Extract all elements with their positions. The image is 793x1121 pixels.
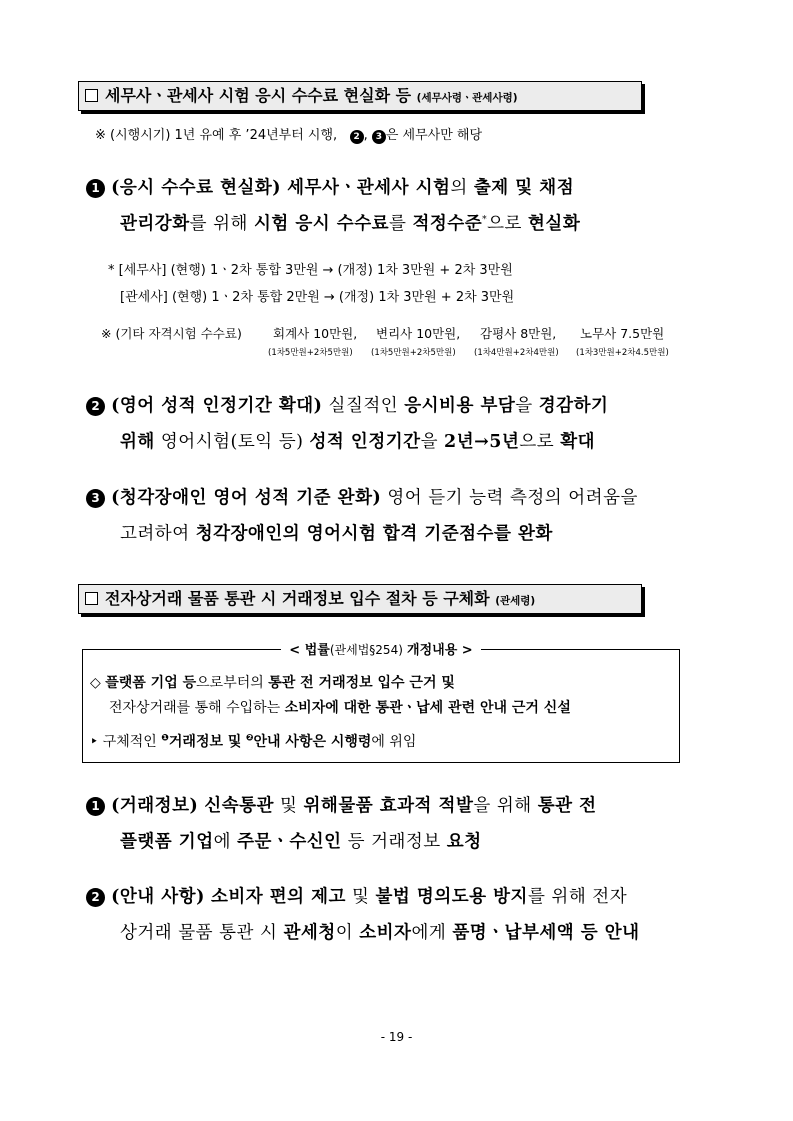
text-bold: 통관 전 — [537, 796, 597, 816]
note-text: ※ (시행시기) 1년 유예 후 ’24년부터 시행, — [95, 128, 338, 143]
s2-item-1-line-2 — [120, 828, 482, 853]
section-tag: (관세령) — [495, 595, 536, 607]
section-title: 세무사ㆍ관세사 시험 응시 수수료 현실화 등 — [105, 86, 412, 105]
item-heading: (거래정보) — [111, 796, 199, 816]
text: 고려하여 — [120, 524, 190, 544]
text-bold: < 법률 — [289, 643, 330, 658]
text-bold: 플랫폼 기업 등 — [105, 675, 197, 691]
text: 영어시험(토익 등) — [160, 432, 304, 452]
section-title: 전자상거래 물품 통관 시 거래정보 입수 절차 등 구체화 — [105, 589, 490, 608]
text: 상거래 물품 통관 시 — [120, 923, 278, 943]
text: 등 거래정보 — [347, 832, 441, 852]
circled-number-2-icon: 2 — [86, 888, 105, 907]
other-exam-2-detail: (1차5만원+2차5만원) — [371, 348, 456, 358]
text-bold: 출제 및 채점 — [473, 178, 575, 198]
fee-line-2: [관세사] (현행) 1ㆍ2차 통합 2만원 → (개정) 1차 3만원 + 2차 3만원 — [120, 290, 515, 305]
text: (관세법§254) — [329, 643, 403, 657]
other-exam-4: 노무사 7.5만원 — [580, 326, 665, 341]
circled-number-3-icon: 3 — [86, 489, 105, 508]
fee-line-1: * [세무사] (현행) 1ㆍ2차 통합 3만원 → (개정) 1차 3만원 + 2차 3만원 — [108, 263, 513, 278]
circled-number-2-icon: 2 — [350, 130, 364, 144]
law-line-1 — [90, 672, 455, 692]
circled-number-3-icon: 3 — [372, 130, 386, 144]
item-heading: (응시 수수료 현실화) — [111, 178, 282, 198]
other-exam-4-detail: (1차3만원+2차4.5만원) — [576, 348, 669, 358]
text: 및 — [280, 796, 298, 816]
text-bold: 통관 전 거래정보 입수 근거 및 — [268, 675, 455, 691]
text-bold: 확대 — [560, 432, 596, 452]
text: 를 위해 전자 — [527, 887, 628, 907]
text: 실질적인 — [328, 396, 399, 416]
other-exams-label: ※ (기타 자격시험 수수료) — [101, 326, 242, 341]
s2-item-1-line-1 — [86, 792, 597, 817]
text-bold: 시험 응시 수수료 — [253, 214, 390, 234]
other-exam-1-detail: (1차5만원+2차5만원) — [268, 348, 353, 358]
circled-number-1-icon: 1 — [86, 179, 105, 198]
text-bold: 소비자 — [359, 923, 412, 943]
footnote-mark: * — [482, 215, 488, 226]
text: 으로 — [519, 432, 555, 452]
text: 에 위임 — [371, 734, 417, 750]
note-tail: 은 세무사만 해당 — [385, 128, 483, 143]
law-title-text — [281, 643, 480, 658]
text-bold: 관세청 — [283, 923, 336, 943]
circled-number-2-icon: 2 — [86, 397, 105, 416]
circled-number-1-icon: ❶ — [161, 733, 169, 744]
text-bold: 성적 인정기간 — [309, 432, 421, 452]
text-bold: 품명ㆍ납부세액 등 안내 — [452, 923, 640, 943]
text-bold: 2년→5년 — [444, 432, 520, 452]
text-bold: 개정내용 > — [407, 643, 473, 658]
item-1-line-1 — [86, 174, 574, 199]
text: ‣ 구체적인 — [90, 734, 157, 750]
text: 를 — [389, 214, 407, 234]
law-box-title — [83, 639, 679, 658]
text-bold: 적정수준 — [412, 214, 483, 234]
s2-item-2-line-2 — [120, 919, 640, 944]
page-number: - 19 - — [380, 1030, 413, 1044]
s2-item-2-line-1 — [86, 883, 627, 908]
text-bold: 현실화 — [528, 214, 581, 234]
text: 영어 듣기 능력 측정의 어려움을 — [387, 488, 638, 508]
item-heading: (청각장애인 영어 성적 기준 완화) — [111, 488, 382, 508]
text: 을 — [515, 396, 533, 416]
text: 을 위해 — [473, 796, 532, 816]
law-line-3 — [90, 731, 416, 751]
text-bold: 요청 — [446, 832, 482, 852]
text-bold: 불법 명의도용 방지 — [375, 887, 528, 907]
text: 및 — [352, 887, 370, 907]
text: 전자상거래를 통해 수입하는 — [109, 700, 281, 716]
item-2-line-1 — [86, 392, 608, 417]
text-bold: 세무사ㆍ관세사 시험 — [287, 178, 451, 198]
item-heading: (영어 성적 인정기간 확대) — [111, 396, 323, 416]
other-exam-3: 감평사 8만원, — [480, 326, 557, 341]
diamond-bullet-icon: ◇ — [90, 675, 101, 691]
text: 이 — [335, 923, 354, 943]
text-bold: 신속통관 — [204, 796, 274, 816]
checkbox-square-icon — [85, 592, 98, 605]
text: 을 — [420, 432, 438, 452]
other-exam-2: 변리사 10만원, — [376, 326, 461, 341]
text-bold: 위해 — [120, 432, 155, 452]
circled-number-2-icon: ❷ — [245, 733, 254, 744]
item-3-line-2 — [120, 520, 553, 545]
text: 으로부터의 — [196, 675, 264, 691]
section-header-1 — [78, 81, 642, 111]
schedule-note: ※ (시행시기) 1년 유예 후 ’24년부터 시행, 2 , 3 은 세무사만 해당 — [95, 128, 483, 143]
text-bold: 청각장애인의 영어시험 합격 기준점수를 완화 — [195, 524, 553, 544]
checkbox-square-icon — [85, 89, 98, 102]
text-bold: 경감하기 — [538, 396, 609, 416]
other-exam-1: 회계사 10만원, — [273, 326, 358, 341]
text: 의 — [450, 178, 468, 198]
text: 에 — [213, 832, 232, 852]
item-1-line-2 — [120, 210, 580, 235]
item-2-line-2 — [120, 428, 595, 453]
text-bold: 소비자 편의 제고 — [210, 887, 346, 907]
item-3-line-1 — [86, 484, 638, 509]
text-bold: 관리강화 — [120, 214, 190, 234]
text-bold: 안내 사항은 시행령 — [253, 734, 372, 750]
text-bold: 위해물품 효과적 적발 — [303, 796, 474, 816]
text-bold: 플랫폼 기업 — [120, 832, 214, 852]
other-exam-3-detail: (1차4만원+2차4만원) — [474, 348, 559, 358]
text-bold: 거래정보 및 — [168, 734, 242, 750]
law-line-2 — [109, 697, 571, 717]
text-bold: 주문ㆍ수신인 — [237, 832, 342, 852]
item-heading: (안내 사항) — [111, 887, 205, 907]
section-tag: (세무사령ㆍ관세사령) — [416, 92, 518, 104]
text: 으로 — [487, 214, 522, 234]
text: 에게 — [411, 923, 447, 943]
text-bold: 소비자에 대한 통관ㆍ납세 관련 안내 근거 신설 — [284, 700, 571, 716]
text-bold: 응시비용 부담 — [404, 396, 516, 416]
circled-number-1-icon: 1 — [86, 797, 105, 816]
text: 를 위해 — [189, 214, 248, 234]
section-header-2 — [78, 584, 642, 614]
law-amendment-box — [82, 643, 680, 763]
